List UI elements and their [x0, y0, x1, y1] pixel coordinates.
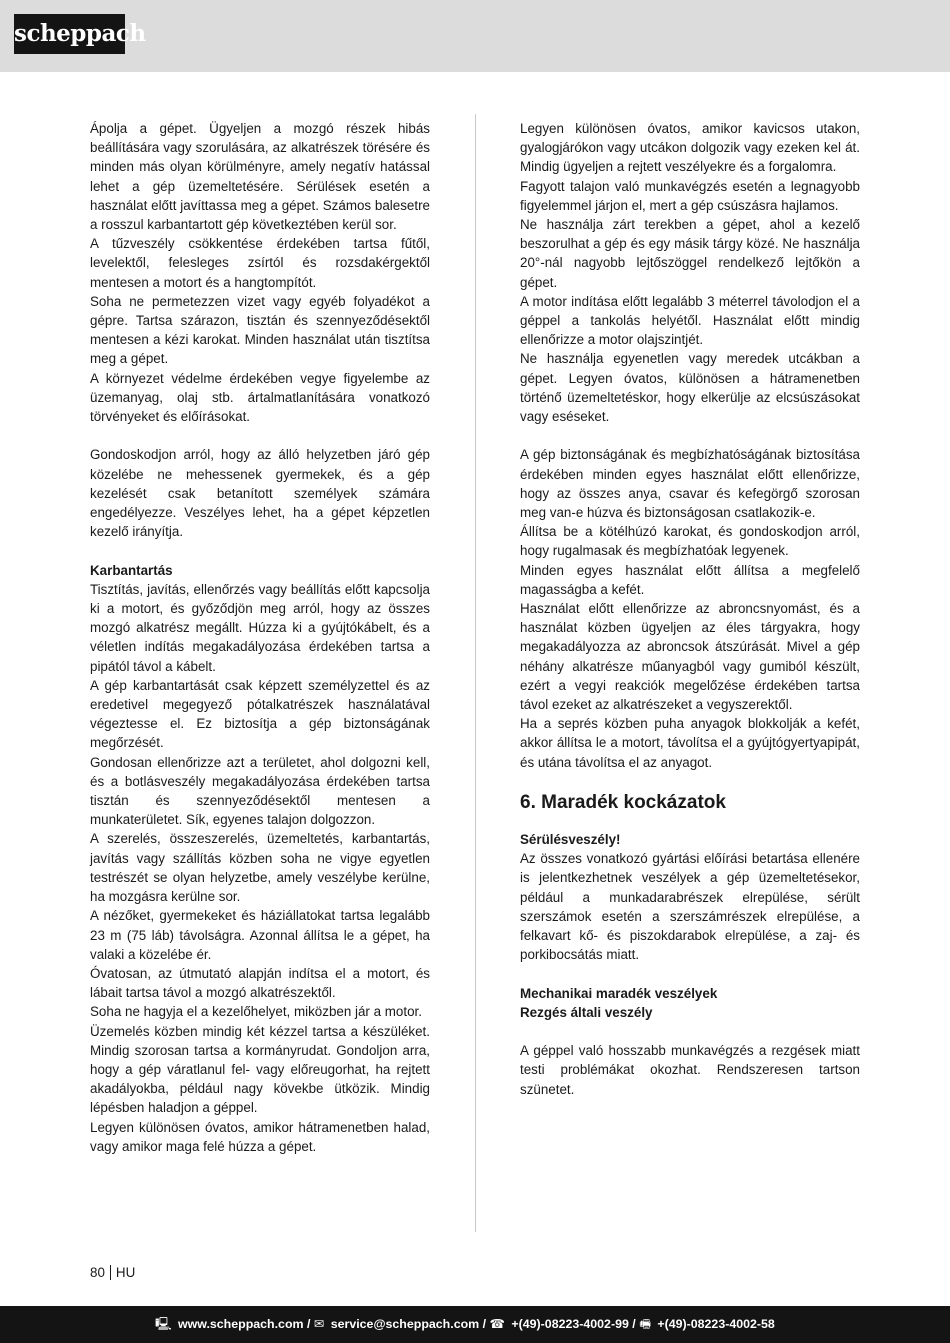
page-number: [90, 1265, 135, 1280]
paragraph: Legyen különösen óvatos, amikor kavicsos utakon, gyalogjárókon vagy utcákon dolgozik vagy ezeken kel át. Mindig ügyeljen a rejtett veszélyekre és a forgalomra.: [520, 121, 860, 175]
fax-icon: 🖷: [639, 1317, 651, 1331]
heading-karbantartas: Karbantartás: [90, 562, 173, 578]
paragraph: Ne használja zárt terekben a gépet, ahol a kezelő beszorulhat a gép és egy másik tárgy közé. Ne használja 20°-nál nagyobb lejtőszöggel rendelkező lejtőkön a gépet.: [520, 217, 860, 290]
page-number-separator: [110, 1265, 111, 1280]
paragraph: A géppel való hosszabb munkavégzés a rezgések miatt testi problémákat okozhat. Rendszeresen tartson szünetet.: [520, 1043, 860, 1097]
paragraph: Ápolja a gépet. Ügyeljen a mozgó részek hibás beállítására vagy szorulására, az alkatrészek törésére és minden más olyan körülményre, amely negatív hatással lehet a gép üzemeltetésére. Sérülések esetén a használat előtt javíttassa meg a gépet. Számos balesetre a rosszul karbantartott gép következtében kerül sor.: [90, 121, 430, 233]
paragraph: A környezet védelme érdekében vegye figyelembe az üzemanyag, olaj stb. ártalmatlanítására vonatkozó törvényeket és előírásokat.: [90, 370, 430, 425]
paragraph: Ne használja egyenetlen vagy meredek utcákban a gépet. Legyen óvatos, különösen a hátramenetben történő üzemeltetéskor, hogy elkerülje az elcsúszásokat vagy eséseket.: [520, 351, 860, 425]
paragraph: Gondosan ellenőrizze azt a területet, ahol dolgozni kell, és a botlásveszély megakadályozása érdekében tartsa tisztán és szennyeződésektől mentesen a munkaterületet. Sík, egyenes talajon dolgozzon.: [90, 754, 430, 828]
brand-logo: scheppach: [14, 14, 125, 54]
paragraph: A gép biztonságának és megbízhatóságának biztosítása érdekében minden egyes használat előtt ellenőrizze, hogy az összes anya, csavar és kefegörgő szorosan meg van-e húzva és biztonságosan csatlakozik-e.: [520, 447, 860, 521]
paragraph: A tűzveszély csökkentése érdekében tartsa fűtől, levelektől, felesleges zsírtól és rozsdakérgektől mentesen a motort és a hangtompítót.: [90, 236, 430, 290]
page-number-value: 80: [90, 1265, 105, 1280]
paragraph: Soha ne hagyja el a kezelőhelyet, miközben jár a motor.: [90, 1004, 422, 1020]
paragraph: Legyen különösen óvatos, amikor hátramenetben halad, vagy amikor maga felé húzza a gépet.: [90, 1119, 430, 1154]
envelope-icon: ✉: [313, 1317, 325, 1331]
footer-website[interactable]: www.scheppach.com /: [177, 1317, 311, 1331]
page-language: HU: [115, 1265, 136, 1280]
heading-rezges: Rezgés általi veszély: [520, 1004, 653, 1020]
footer-phone: +(49)-08223-4002-99 /: [511, 1317, 636, 1331]
column-divider: [475, 114, 476, 1232]
footer-fax: +(49)-08223-4002-58: [657, 1317, 775, 1331]
paragraph: Ha a seprés közben puha anyagok blokkolják a kefét, akkor állítsa le a motort, távolítsa el a gyújtógyertyapipát, és utána távolítsa el az anyagot.: [520, 716, 860, 770]
paragraph: Tisztítás, javítás, ellenőrzés vagy beállítás előtt kapcsolja ki a motort, és győződjön meg arról, hogy az összes mozgó alkatrész megállt. Húzza ki a gyújtókábelt, és a véletlen indítás megakadályozása érdekében tartsa a pipától távol a kábelt.: [90, 581, 430, 674]
paragraph: Állítsa be a kötélhúzó karokat, és gondoskodjon arról, hogy rugalmasak és megbízhatóak legyenek.: [520, 524, 860, 559]
paragraph: Üzemelés közben mindig két kézzel tartsa a készüléket. Mindig szorosan tartsa a kormányrudat. Gondoljon arra, hogy a gép váratlanul fel- vagy előreugorhat, ha rejtett akadályokba, például nagy kövekbe ütközik. Mindig lépésben haladjon a géppel.: [90, 1023, 430, 1116]
section-title: 6. Maradék kockázatok: [520, 791, 726, 813]
paragraph: A szerelés, összeszerelés, üzemeltetés, karbantartás, javítás vagy szállítás közben soha ne vigye egyetlen testrészét se olyan helyzetbe, amely veszélybe kerülne, ha mozgásra kerülne sor.: [90, 831, 430, 905]
paragraph: Gondoskodjon arról, hogy az álló helyzetben járó gép közelébe ne mehessenek gyermekek, és a gép kezelését csak betanított személyek számára engedélyezze. Veszélyes lehet, ha a gépet képzetlen kezelő irányítja.: [90, 447, 430, 540]
paragraph: Használat előtt ellenőrizze az abroncsnyomást, és a használat közben ügyeljen az éles tárgyakra, hogy megakadályozza az abroncsok átszúrását. Mivel a gép néhány alkatrésze műanyagból vagy gumiból készült, ezért a vegyi reakciók megelőzése érdekében tartsa távol ezeket az alkatrészeket a vegyszerektől.: [520, 601, 860, 713]
paragraph: A motor indítása előtt legalább 3 méterrel távolodjon el a géppel a tankolás helyétől. Használat előtt mindig ellenőrizze a motor olajszintjét.: [520, 293, 860, 348]
heading-serules: Sérülésveszély!: [520, 831, 621, 847]
paragraph: A gép karbantartását csak képzett személyzettel és az eredetivel megegyező pótalkatrészek használatával végeztesse el. Ez biztosítja a gép biztonságának megőrzését.: [90, 677, 430, 751]
paragraph: Fagyott talajon való munkavégzés esetén a legnagyobb figyelemmel járjon el, mert a gép csúszásra hajlamos.: [520, 178, 860, 213]
header-bar: [0, 0, 950, 72]
paragraph: Soha ne permetezzen vizet vagy egyéb folyadékot a gépre. Tartsa szárazon, tisztán és szennyeződésektől mentesen a kézi karokat. Minden használat után tisztítsa meg a gépet.: [90, 293, 430, 367]
computer-icon: 🖳: [155, 1317, 172, 1331]
right-column: [520, 119, 860, 1099]
paragraph: Az összes vonatkozó gyártási előírási betartása ellenére is jelentkezhetnek veszélyek a gép üzemeltetésekor, például a munkadarabrészek elrepülése, sérült szerszámok esetén a szerszámrészek elrepülése, a felkavart kő- és piszokdarabok elrepülése, a zaj- és porkibocsátás miatt.: [520, 851, 860, 963]
paragraph: A nézőket, gyermekeket és háziállatokat tartsa legalább 23 m (75 láb) távolságra. Azonnal állítsa le a gépet, ha valaki a közelébe ér.: [90, 908, 430, 962]
footer-email[interactable]: service@scheppach.com /: [330, 1317, 487, 1331]
footer-bar: [0, 1306, 950, 1343]
paragraph: Minden egyes használat előtt állítsa a megfelelő magasságba a kefét.: [520, 562, 860, 597]
heading-mechanikai: Mechanikai maradék veszélyek: [520, 985, 718, 1001]
phone-icon: ☎: [489, 1317, 505, 1331]
paragraph: Óvatosan, az útmutató alapján indítsa el a motort, és lábait tartsa távol a mozgó alkatrészektől.: [90, 965, 430, 1001]
left-column: [90, 119, 430, 1156]
